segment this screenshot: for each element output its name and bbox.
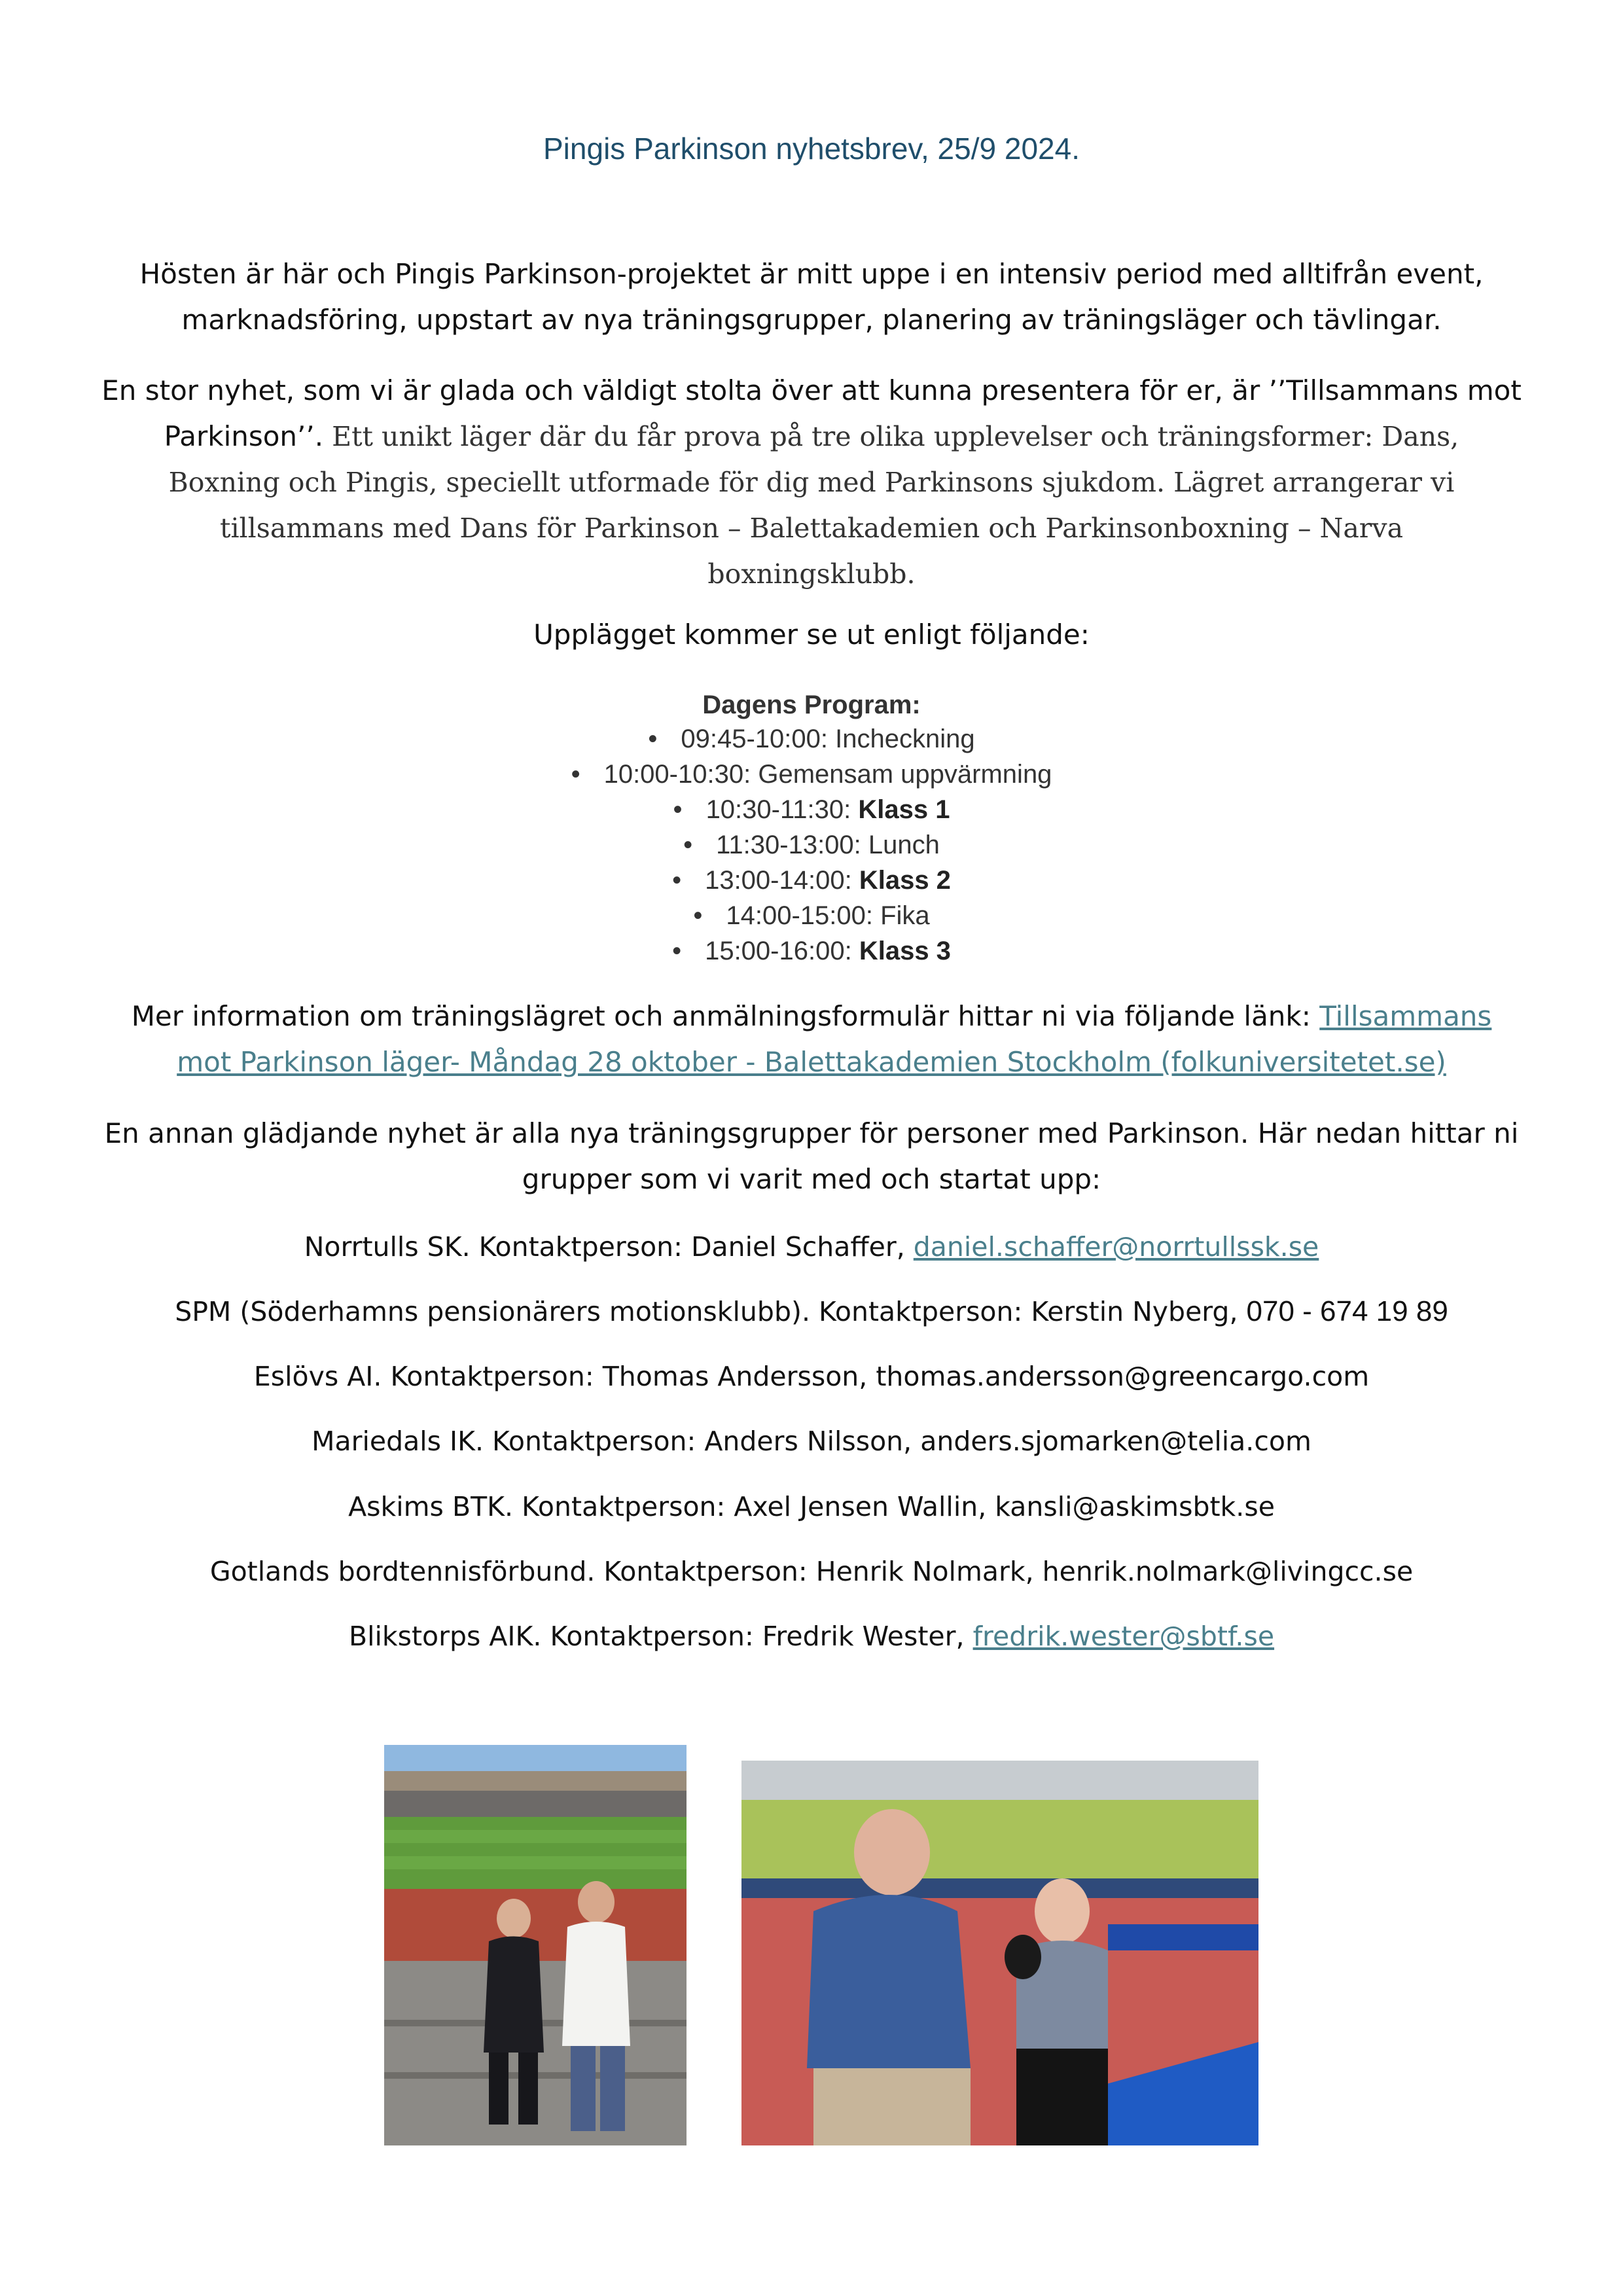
bullet-icon: • xyxy=(693,901,703,930)
program-class: Klass 3 xyxy=(859,937,951,965)
contact-row xyxy=(0,1357,1623,1396)
news-line-2-sans: Parkinson’’. xyxy=(164,420,324,452)
program-item xyxy=(0,933,1623,969)
day-program xyxy=(0,689,1623,969)
program-activity: Lunch xyxy=(868,831,940,859)
contact-row xyxy=(0,1487,1623,1526)
contact-email-link[interactable]: fredrik.wester@sbtf.se xyxy=(972,1621,1275,1652)
groups-intro-line-2: grupper som vi varit med och startat upp: xyxy=(522,1163,1101,1195)
news-line-5: boxningsklubb. xyxy=(707,558,916,590)
program-item xyxy=(0,757,1623,792)
news-line-2-serif: Ett unikt läger där du får prova på tre olika upplevelser och träningsformer: Dans, xyxy=(323,421,1459,452)
news-line-4: tillsammans med Dans för Parkinson – Balettakademien och Parkinsonboxning – Narva xyxy=(219,512,1404,544)
program-item xyxy=(0,827,1623,863)
contact-row xyxy=(0,1227,1623,1266)
news-line-2 xyxy=(0,414,1623,459)
contact-row xyxy=(0,1552,1623,1591)
table-tennis-photo xyxy=(741,1761,1258,2145)
contact-row xyxy=(0,1422,1623,1461)
contact-text: SPM (Söderhamns pensionärers motionsklubb). Kontaktperson: Kerstin Nyberg, xyxy=(175,1296,1247,1327)
intro-paragraph xyxy=(0,251,1623,343)
contact-text: Mariedals IK. Kontaktperson: Anders Nilsson, anders.sjomarken@telia.com xyxy=(312,1426,1311,1457)
news-line-3: Boxning och Pingis, speciellt utformade för dig med Parkinsons sjukdom. Lägret arrangerar vi xyxy=(168,467,1455,498)
program-activity: Gemensam uppvärmning xyxy=(758,760,1052,789)
program-time: 10:00-10:30: xyxy=(603,760,758,789)
bullet-icon: • xyxy=(648,725,658,753)
program-class: Klass 1 xyxy=(858,795,950,824)
intro-line-2: marknadsföring, uppstart av nya träningsgrupper, planering av träningsläger och tävlingar. xyxy=(181,304,1442,336)
more-info-line-2 xyxy=(0,1039,1623,1085)
contact-text: Askims BTK. Kontaktperson: Axel Jensen Wallin, kansli@askimsbtk.se xyxy=(348,1491,1275,1522)
program-class: Klass 2 xyxy=(859,866,951,895)
contact-text: Blikstorps AIK. Kontaktperson: Fredrik Wester, xyxy=(348,1621,973,1652)
contact-text: Gotlands bordtennisförbund. Kontaktperson: Henrik Nolmark, henrik.nolmark@livingcc.se xyxy=(209,1556,1414,1587)
bullet-icon: • xyxy=(672,866,682,895)
contact-row xyxy=(0,1292,1623,1331)
bullet-icon: • xyxy=(571,760,580,789)
more-info-line-1 xyxy=(0,994,1623,1039)
program-list xyxy=(0,721,1623,969)
intro-line-1: Hösten är här och Pingis Parkinson-projektet är mitt uppe i en intensiv period med alltifrån event, xyxy=(139,258,1484,290)
program-activity: Incheckning xyxy=(835,725,975,753)
bullet-icon: • xyxy=(672,937,682,965)
more-info-text: Mer information om träningslägret och anmälningsformulär hittar ni via följande länk: xyxy=(131,1000,1320,1032)
program-heading: Dagens Program: xyxy=(702,691,921,719)
layout-intro: Upplägget kommer se ut enligt följande: xyxy=(533,619,1090,651)
program-item xyxy=(0,721,1623,757)
program-time: 09:45-10:00: xyxy=(681,725,836,753)
program-time: 15:00-16:00: xyxy=(705,937,859,965)
contact-phone: 070 - 674 19 89 xyxy=(1246,1295,1448,1327)
program-item xyxy=(0,898,1623,933)
contact-row xyxy=(0,1617,1623,1656)
contact-text: Norrtulls SK. Kontaktperson: Daniel Schaffer, xyxy=(304,1231,914,1263)
program-item xyxy=(0,863,1623,898)
stadium-photo-image xyxy=(384,1745,687,2145)
contact-text: Eslövs AI. Kontaktperson: Thomas Andersson, thomas.andersson@greencargo.com xyxy=(253,1361,1370,1392)
stadium-photo xyxy=(384,1745,687,2145)
table-tennis-photo-image xyxy=(741,1761,1258,2145)
camp-link-continued[interactable]: mot Parkinson läger- Måndag 28 oktober - Balettakademien Stockholm (folkuniversitetet.se) xyxy=(177,1046,1446,1078)
bullet-icon: • xyxy=(683,831,693,859)
program-time: 14:00-15:00: xyxy=(726,901,881,930)
program-item xyxy=(0,792,1623,827)
groups-intro xyxy=(0,1111,1623,1202)
newsletter-title: Pingis Parkinson nyhetsbrev, 25/9 2024. xyxy=(543,132,1080,166)
program-time: 13:00-14:00: xyxy=(705,866,859,895)
news-paragraph xyxy=(0,368,1623,597)
program-time: 10:30-11:30: xyxy=(705,795,859,824)
program-activity: Fika xyxy=(880,901,930,930)
news-line-1: En stor nyhet, som vi är glada och väldigt stolta över att kunna presentera för er, är ’’Tillsammans mot xyxy=(101,374,1522,406)
bullet-icon: • xyxy=(673,795,683,824)
camp-link[interactable]: Tillsammans xyxy=(1319,1000,1492,1032)
contact-email-link[interactable]: daniel.schaffer@norrtullssk.se xyxy=(913,1231,1319,1263)
more-info-paragraph xyxy=(0,994,1623,1085)
program-time: 11:30-13:00: xyxy=(716,831,868,859)
groups-intro-line-1: En annan glädjande nyhet är alla nya träningsgrupper för personer med Parkinson. Här nedan hittar ni xyxy=(104,1117,1519,1149)
